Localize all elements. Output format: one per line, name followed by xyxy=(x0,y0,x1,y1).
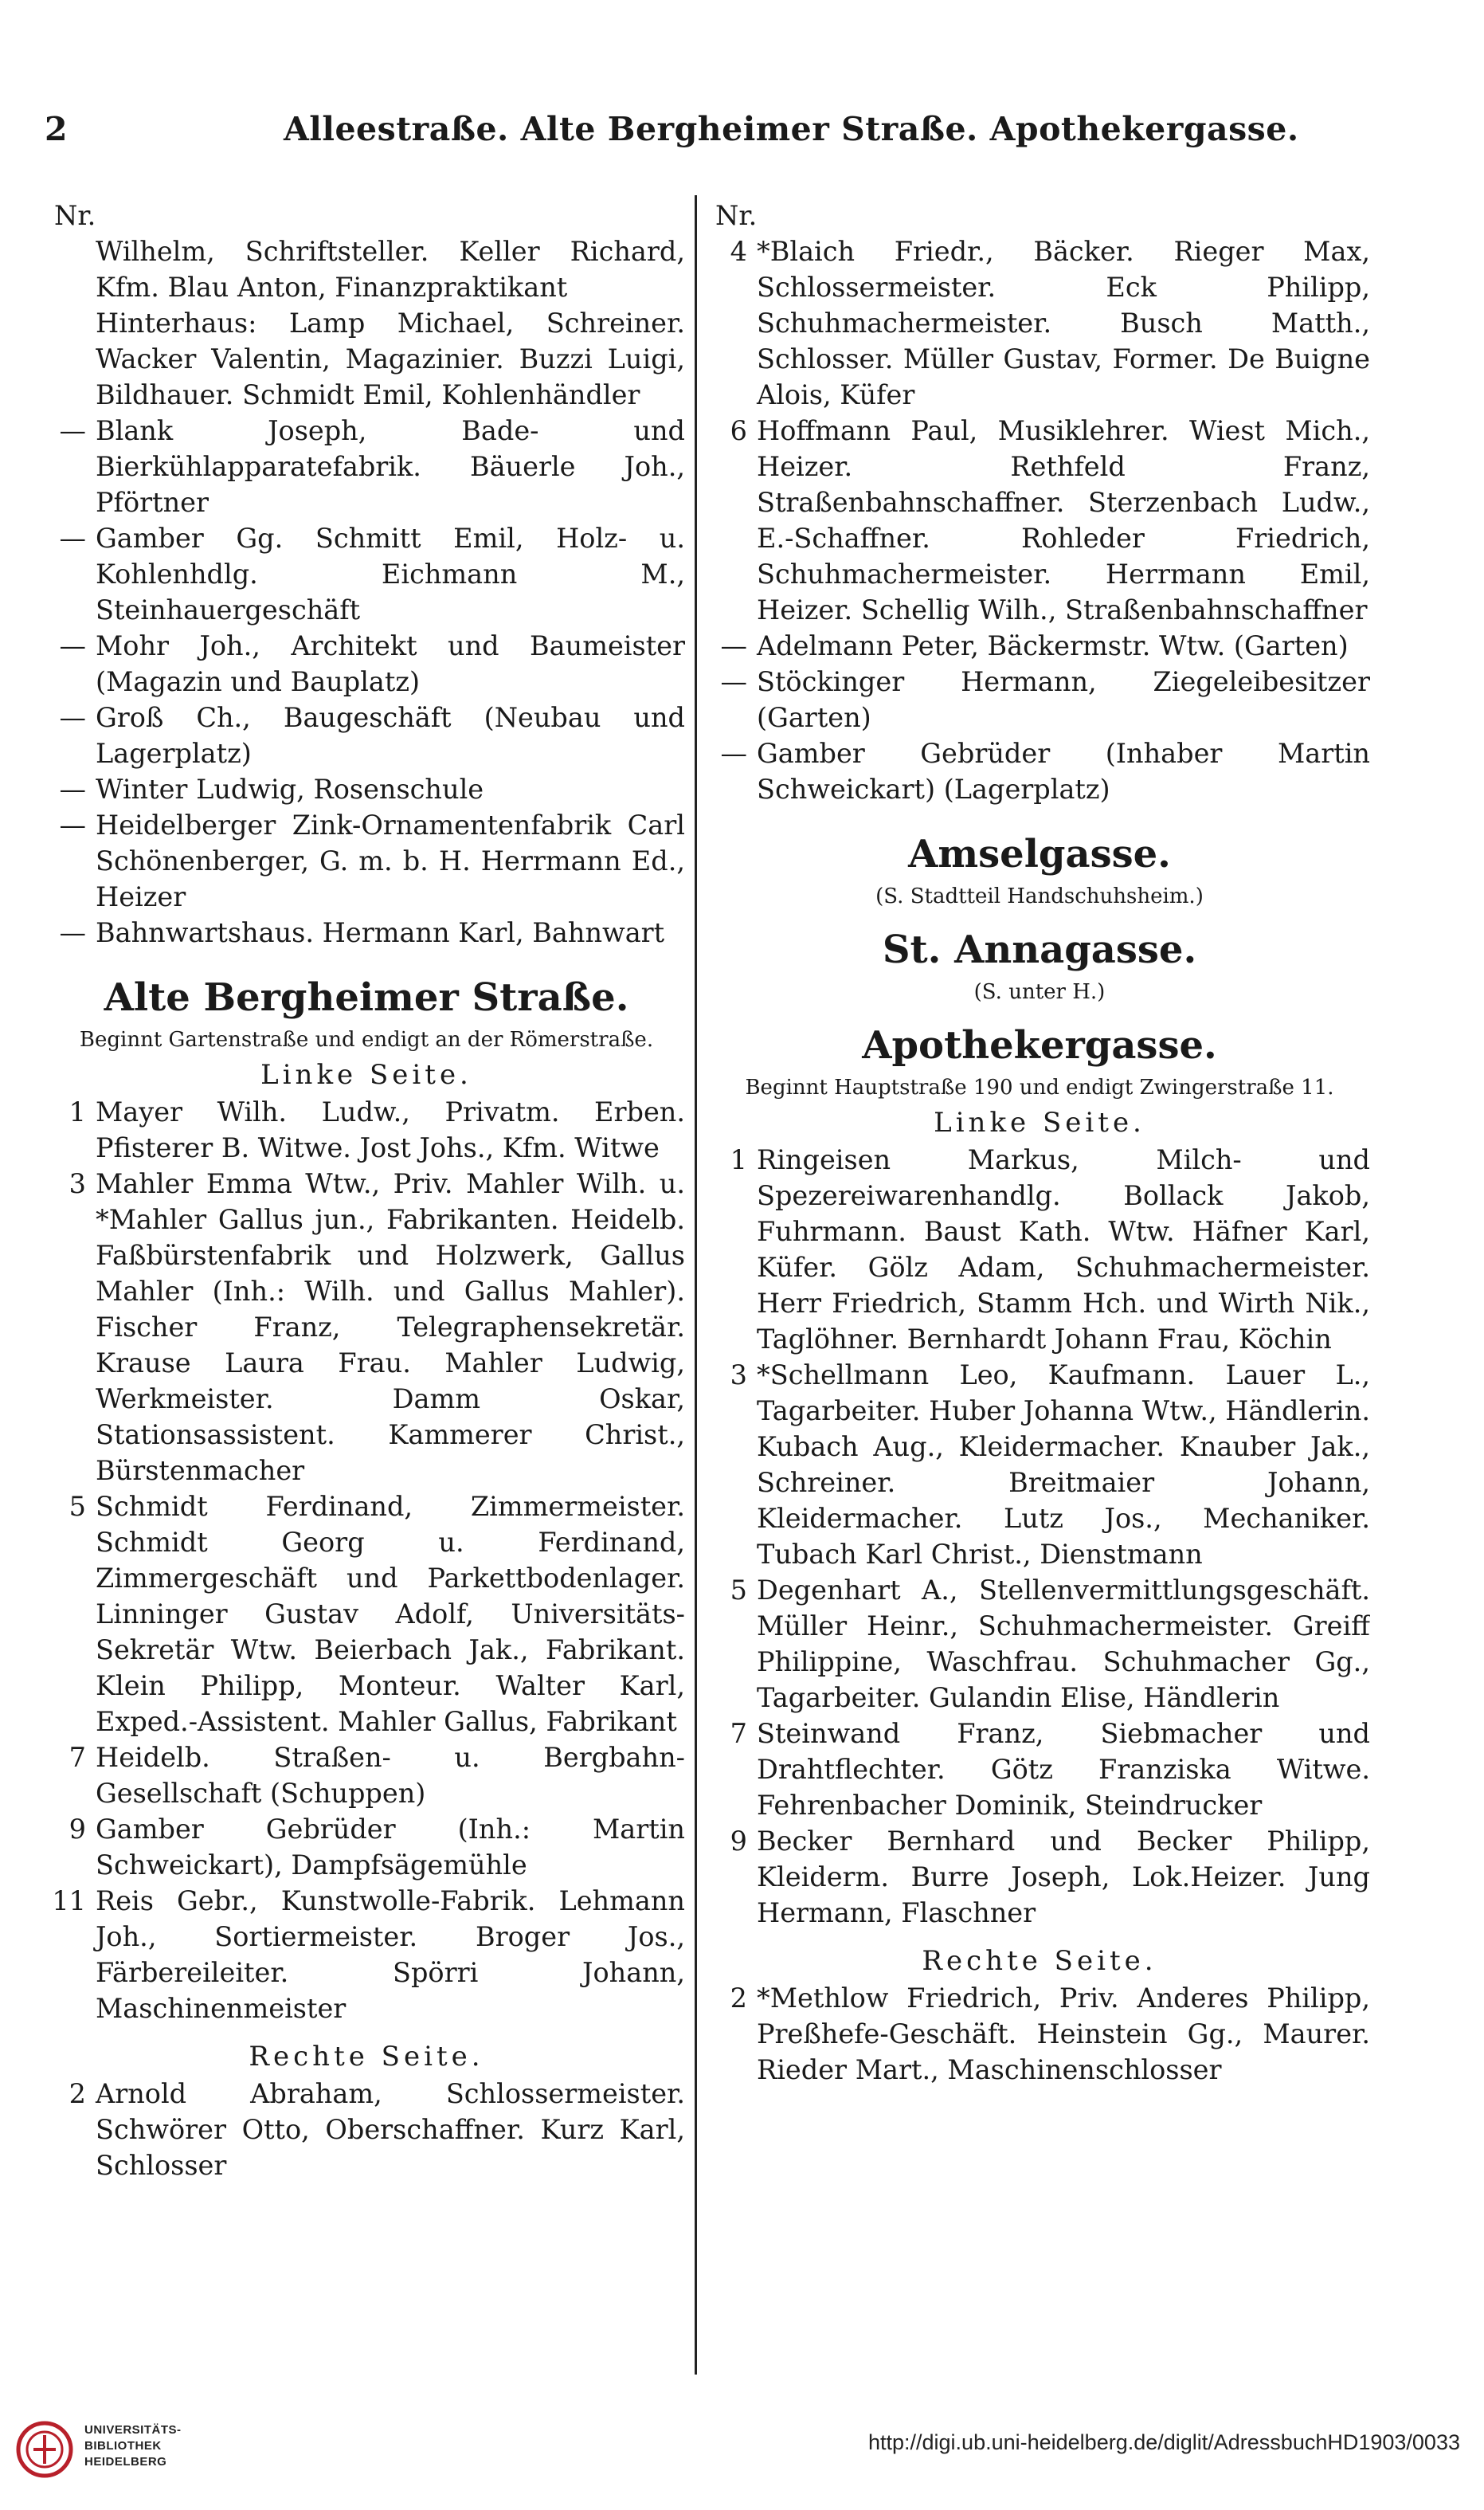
entry-text: Mayer Wilh. Ludw., Privatm. Erben. Pfisterer B. Witwe. Jost Johs., Kfm. Witwe xyxy=(96,1096,685,1163)
side-label-left: Linke Seite. xyxy=(260,1059,472,1091)
entry-text: Hoffmann Paul, Musiklehrer. Wiest Mich., Heizer. Rethfeld Franz, Straßenbahnschaffner. Sterzenbach Ludw., E.-Schaffner. Rohleder Friedrich, Schuhmachermeister. Herrmann Emil, Heizer. Schellig Wilh., Straßenbahnschaffner xyxy=(757,415,1370,626)
entry-text: *Blaich Friedr., Bäcker. Rieger Max, Schlossermeister. Eck Philipp, Schuhmachermeister. Busch Matth., Schlosser. Müller Gustav, Former. De Buigne Alois, Küfer xyxy=(757,236,1370,410)
entry-text: *Methlow Friedrich, Priv. Anderes Philipp, Preßhefe-Geschäft. Heinstein Gg., Maurer. Rieder Mart., Maschinenschlosser xyxy=(757,1983,1370,2085)
address-entry xyxy=(48,520,685,628)
house-number: 1 xyxy=(730,1144,747,1175)
right-column xyxy=(709,198,1370,2088)
continuation-entries xyxy=(709,233,1370,807)
house-number: — xyxy=(59,810,86,841)
address-entry xyxy=(48,305,685,413)
house-number: 2 xyxy=(69,2078,86,2109)
entry-text: Heidelb. Straßen- u. Bergbahn-Gesellschaft (Schuppen) xyxy=(96,1742,685,1809)
side-label-left: Linke Seite. xyxy=(934,1107,1145,1139)
address-entry xyxy=(48,2076,685,2183)
left-side-entries xyxy=(709,1142,1370,1931)
entry-text: Ringeisen Markus, Milch- und Spezereiwarenhandlg. Bollack Jakob, Fuhrmann. Baust Kath. Wtw. Häfner Karl, Küfer. Gölz Adam, Schuhmachermeister. Herr Friedrich, Stamm Hch. und Wirth Nik., Taglöhner. Bernhardt Johann Frau, Köchin xyxy=(757,1144,1370,1355)
page-number: 2 xyxy=(45,110,68,148)
house-number-label: Nr. xyxy=(715,200,758,231)
street-note: Beginnt Gartenstraße und endigt an der Römerstraße. xyxy=(79,1028,654,1052)
entry-text: Gamber Gebrüder (Inh.: Martin Schweickart), Dampfsägemühle xyxy=(96,1814,685,1881)
house-number: 2 xyxy=(730,1983,747,2014)
address-entry xyxy=(48,413,685,520)
entry-text: Gamber Gebrüder (Inhaber Martin Schweickart) (Lagerplatz) xyxy=(757,738,1370,805)
address-entry xyxy=(48,1166,685,1488)
house-number-label: Nr. xyxy=(54,200,96,231)
entry-text: Wilhelm, Schriftsteller. Keller Richard, Kfm. Blau Anton, Finanzpraktikant xyxy=(96,236,685,303)
house-number: — xyxy=(59,774,86,805)
entry-text: Groß Ch., Baugeschäft (Neubau und Lagerplatz) xyxy=(96,702,685,769)
continuation-entries xyxy=(48,233,685,951)
address-entry xyxy=(709,735,1370,807)
address-entry xyxy=(48,915,685,951)
logo-line: BIBLIOTHEK xyxy=(84,2439,162,2453)
address-entry xyxy=(709,1823,1370,1931)
address-entry xyxy=(48,1094,685,1166)
address-entry xyxy=(48,771,685,807)
street-heading: Apothekergasse. xyxy=(862,1023,1217,1068)
address-entry xyxy=(709,1980,1370,2088)
entry-text: *Schellmann Leo, Kaufmann. Lauer L., Tagarbeiter. Huber Johanna Wtw., Händlerin. Kubach Aug., Kleidermacher. Knauber Jak., Schreiner. Breitmaier Johann, Kleidermacher. Lutz Jos., Mechaniker. Tubach Karl Christ., Dienstmann xyxy=(757,1359,1370,1570)
address-entry xyxy=(48,1883,685,2026)
house-number: 1 xyxy=(69,1096,86,1128)
house-number: 5 xyxy=(69,1491,86,1522)
house-number: — xyxy=(59,523,86,554)
entry-text: Reis Gebr., Kunstwolle-Fabrik. Lehmann Joh., Sortiermeister. Broger Jos., Färbereileiter. Spörri Johann, Maschinenmeister xyxy=(96,1885,685,2024)
entry-text: Adelmann Peter, Bäckermstr. Wtw. (Garten) xyxy=(757,630,1349,661)
right-side-entries xyxy=(48,2076,685,2183)
entry-text: Bahnwartshaus. Hermann Karl, Bahnwart xyxy=(96,917,665,948)
house-number: 5 xyxy=(730,1575,747,1606)
address-entry xyxy=(709,233,1370,413)
address-entry xyxy=(709,1572,1370,1716)
entry-text: Hinterhaus: Lamp Michael, Schreiner. Wacker Valentin, Magazinier. Buzzi Luigi, Bildhauer. Schmidt Emil, Kohlenhändler xyxy=(96,308,685,410)
house-number: — xyxy=(59,917,86,948)
house-number: 3 xyxy=(69,1168,86,1199)
house-number: 4 xyxy=(730,236,747,267)
entry-text: Degenhart A., Stellenvermittlungsgeschäft. Müller Heinr., Schuhmachermeister. Greiff Philippine, Waschfrau. Schuhmacher Gg., Tagarbeiter. Gulandin Elise, Händlerin xyxy=(757,1575,1370,1713)
house-number: — xyxy=(59,415,86,446)
house-number: — xyxy=(59,702,86,733)
left-column xyxy=(48,198,685,2183)
address-entry xyxy=(48,1811,685,1883)
entry-text: Stöckinger Hermann, Ziegeleibesitzer (Garten) xyxy=(757,666,1370,733)
house-number: — xyxy=(720,630,747,661)
address-entry xyxy=(709,1142,1370,1357)
logo-line: HEIDELBERG xyxy=(84,2455,167,2469)
house-number: — xyxy=(720,738,747,769)
address-entry xyxy=(48,700,685,771)
house-number: 3 xyxy=(730,1359,747,1390)
library-seal-icon xyxy=(16,2421,73,2478)
entry-text: Schmidt Ferdinand, Zimmermeister. Schmidt Georg u. Ferdinand, Zimmergeschäft und Parkettbodenlager. Linninger Gustav Adolf, Universitäts-Sekretär Wtw. Beierbach Jak., Fabrikant. Klein Philipp, Monteur. Walter Karl, Exped.-Assistent. Mahler Gallus, Fabrikant xyxy=(96,1491,685,1737)
address-entry xyxy=(48,1739,685,1811)
right-side-entries xyxy=(709,1980,1370,2088)
address-entry xyxy=(709,413,1370,628)
street-heading: Alte Bergheimer Straße. xyxy=(104,975,629,1020)
entry-text: Heidelberger Zink-Ornamentenfabrik Carl Schönenberger, G. m. b. H. Herrmann Ed., Heizer xyxy=(96,810,685,912)
street-note: Beginnt Hauptstraße 190 und endigt Zwingerstraße 11. xyxy=(745,1076,1334,1100)
entry-text: Mohr Joh., Architekt und Baumeister (Magazin und Bauplatz) xyxy=(96,630,685,697)
house-number: 9 xyxy=(730,1826,747,1857)
house-number: 11 xyxy=(52,1885,86,1916)
entry-text: Blank Joseph, Bade- und Bierkühlapparatefabrik. Bäuerle Joh., Pförtner xyxy=(96,415,685,518)
page-header xyxy=(45,110,1399,166)
house-number: 7 xyxy=(730,1718,747,1749)
house-number: 6 xyxy=(730,415,747,446)
street-heading: St. Annagasse. xyxy=(882,928,1197,972)
running-title: Alleestraße. Alte Bergheimer Straße. Apothekergasse. xyxy=(284,110,1299,148)
house-number: — xyxy=(59,630,86,661)
address-entry xyxy=(709,664,1370,735)
address-entry xyxy=(48,233,685,305)
entry-text: Becker Bernhard und Becker Philipp, Kleiderm. Burre Joseph, Lok.Heizer. Jung Hermann, Flaschner xyxy=(757,1826,1370,1928)
address-entry xyxy=(709,628,1370,664)
house-number: — xyxy=(720,666,747,697)
logo-line: UNIVERSITÄTS- xyxy=(84,2423,182,2437)
source-url[interactable]: http://digi.ub.uni-heidelberg.de/diglit/AdressbuchHD1903/0033 xyxy=(867,2430,1460,2454)
street-heading: Amselgasse. xyxy=(908,832,1171,877)
entry-text: Mahler Emma Wtw., Priv. Mahler Wilh. u. *Mahler Gallus jun., Fabrikanten. Heidelb. Faßbürstenfabrik und Holzwerk, Gallus Mahler (Inh.: Wilh. und Gallus Mahler). Fischer Franz, Telegraphensekretär. Krause Laura Frau. Mahler Ludwig, Werkmeister. Damm Oskar, Stationsassistent. Kammerer Christ., Bürstenmacher xyxy=(96,1168,685,1486)
entry-text: Arnold Abraham, Schlossermeister. Schwörer Otto, Oberschaffner. Kurz Karl, Schlosser xyxy=(96,2078,685,2181)
entry-text: Steinwand Franz, Siebmacher und Drahtflechter. Götz Franziska Witwe. Fehrenbacher Dominik, Steindrucker xyxy=(757,1718,1370,1821)
side-label-right: Rechte Seite. xyxy=(249,2041,484,2073)
address-entry xyxy=(48,807,685,915)
address-entry xyxy=(48,628,685,700)
street-note: (S. Stadtteil Handschuhsheim.) xyxy=(875,884,1204,908)
address-entry xyxy=(709,1716,1370,1823)
left-side-entries xyxy=(48,1094,685,2026)
library-logo xyxy=(16,2414,319,2494)
address-entry xyxy=(48,1488,685,1739)
side-label-right: Rechte Seite. xyxy=(922,1945,1157,1977)
entry-text: Gamber Gg. Schmitt Emil, Holz- u. Kohlenhdlg. Eichmann M., Steinhauergeschäft xyxy=(96,523,685,626)
column-divider xyxy=(695,195,697,2375)
street-note: (S. unter H.) xyxy=(973,980,1106,1004)
entry-text: Winter Ludwig, Rosenschule xyxy=(96,774,484,805)
house-number: 7 xyxy=(69,1742,86,1773)
house-number: 9 xyxy=(69,1814,86,1845)
address-entry xyxy=(709,1357,1370,1572)
